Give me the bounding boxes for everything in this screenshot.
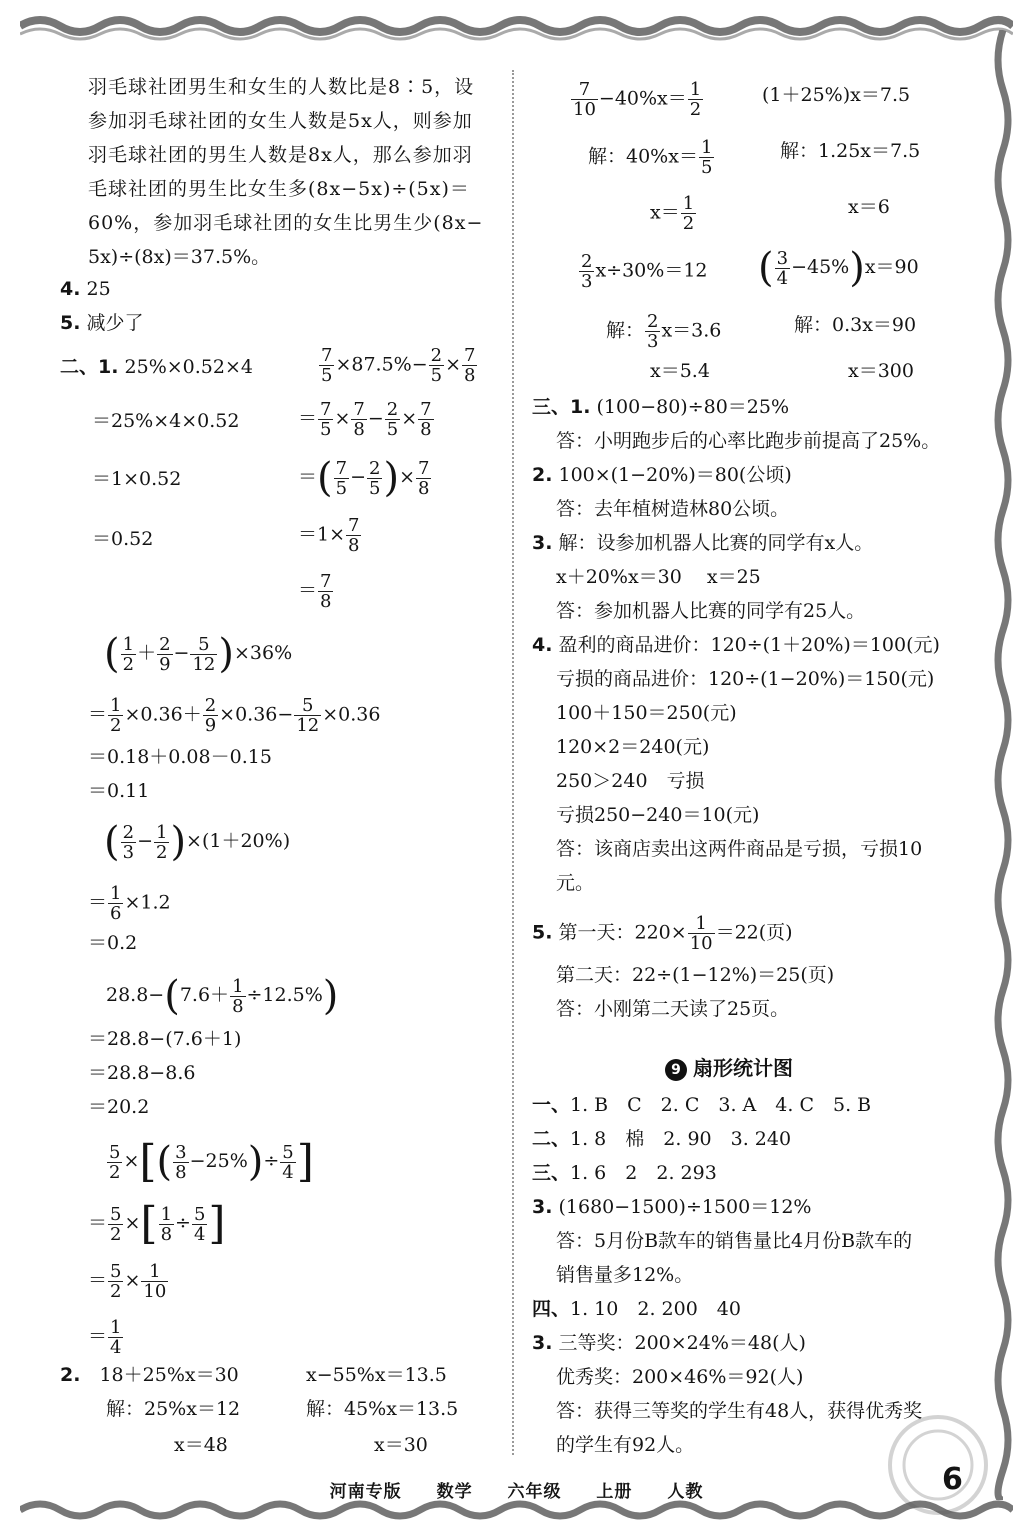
equation-step: x＝6 xyxy=(848,196,890,218)
question-number: 2. xyxy=(532,464,553,486)
equation: (1＋25%)x＝7.5 xyxy=(762,84,911,106)
top-wavy-border xyxy=(20,6,1013,46)
answer-text: 的学生有92人。 xyxy=(556,1434,695,1456)
answer: 减少了 xyxy=(86,312,144,334)
footer-volume: 上册 xyxy=(596,1482,633,1502)
answer-text: 答：小刚第二天读了25页。 xyxy=(556,998,790,1020)
equation-step: x＝ $\frac{1}{2}$ xyxy=(650,193,695,234)
answer: 25 xyxy=(86,278,111,300)
text-line: 60%，参加羽毛球社团的女生比男生少(8x− xyxy=(88,212,484,234)
answer-text: 销售量多12%。 xyxy=(556,1264,694,1286)
expression-step: ＝ $\frac{7}{5}$ × $\frac{7}{8}$ − $\frac{2}{5}$ × $\frac{7}{8}$ xyxy=(298,399,432,440)
expression-step: ＝28.8−8.6 xyxy=(88,1062,196,1084)
expression: 28.8−(7.6＋ $\frac{1}{8}$ ÷12.5%) xyxy=(106,973,339,1019)
expression: ( $\frac{1}{2}$ ＋ $\frac{2}{9}$ − $\frac{5}{12}$ )×36% xyxy=(104,631,293,677)
answer-text: 答：小明跑步后的心率比跑步前提高了25%。 xyxy=(556,430,941,452)
question-number: 5. xyxy=(60,312,81,334)
equation-step: 解：45%x＝13.5 xyxy=(306,1398,459,1420)
equation: $\frac{7}{10}$ −40%x＝ $\frac{1}{2}$ xyxy=(573,79,702,120)
answer-text: 元。 xyxy=(556,872,595,894)
footer-publisher: 人教 xyxy=(667,1482,704,1502)
section-number-badge: 9 xyxy=(665,1059,687,1081)
expression-step: ＝ $\frac{5}{2}$ × $\frac{1}{10}$ xyxy=(88,1261,167,1302)
calculation: 100×(1−20%)＝80(公顷) xyxy=(558,464,792,486)
fraction: $\frac{7}{8}$ xyxy=(464,345,476,386)
expression-step: ＝0.11 xyxy=(88,780,150,802)
calculation: (1680−1500)÷1500＝12% xyxy=(558,1196,812,1218)
page-number: 6 xyxy=(942,1462,963,1497)
calculation: 250＞240 亏损 xyxy=(556,770,705,792)
equation-step: 解： $\frac{2}{3}$ x＝3.6 xyxy=(606,311,722,352)
answer-text: 答：获得三等奖的学生有48人，获得优秀奖 xyxy=(556,1400,923,1422)
calculation: 亏损的商品进价：120÷(1−20%)＝150(元) xyxy=(556,668,935,690)
expression-step: ＝ $\frac{7}{8}$ xyxy=(298,571,332,612)
question-number: 2. xyxy=(60,1364,81,1386)
calculation: 100＋150＝250(元) xyxy=(556,702,737,724)
expression: $\frac{7}{5}$ ×87.5%− $\frac{2}{5}$ × $\frac{7}{8}$ xyxy=(321,345,476,386)
section-label: 二、 xyxy=(60,356,99,378)
equation: 18＋25%x＝30 xyxy=(99,1364,239,1386)
equation: $\frac{2}{3}$ x÷30%＝12 xyxy=(581,251,708,292)
section-label: 二、 xyxy=(532,1128,571,1150)
expression-step: ＝25%×4×0.52 xyxy=(92,410,240,432)
expression-step: ＝1×0.52 xyxy=(92,468,182,490)
equation-step: 解：1.25x＝7.5 xyxy=(780,140,921,162)
calculation: 5. 第一天：220× $\frac{1}{10}$ ＝22(页) xyxy=(532,913,793,954)
expression-step: ＝0.2 xyxy=(88,932,138,954)
expression: ( $\frac{2}{3}$ − $\frac{1}{2}$ )×(1＋20%) xyxy=(104,819,291,865)
answer-text: 答：参加机器人比赛的同学有25人。 xyxy=(556,600,866,622)
answers: 1. B C 2. C 3. A 4. C 5. B xyxy=(570,1094,872,1116)
expression-step: ＝ $\frac{5}{2}$ ×[ $\frac{1}{8}$ ÷ $\frac{5}{4}$ ] xyxy=(88,1198,226,1249)
expression-step: ＝ $\frac{1}{4}$ xyxy=(88,1317,122,1358)
expression-step: ＝1× $\frac{7}{8}$ xyxy=(298,515,360,556)
footer-edition: 河南专版 xyxy=(329,1482,402,1502)
calculation: 第二天：22÷(1−12%)＝25(页) xyxy=(556,964,835,986)
expression-step: ＝ $\frac{1}{2}$ ×0.36＋ $\frac{2}{9}$ ×0.36− $\frac{5}{12}$ ×0.36 xyxy=(88,695,381,736)
question-number: 1. xyxy=(570,396,591,418)
text-line: 羽毛球社团的男生人数是8x人，那么参加羽 xyxy=(88,144,473,166)
answer-text: 答：5月份B款车的销售量比4月份B款车的 xyxy=(556,1230,913,1252)
question-number: 4. xyxy=(532,634,553,656)
calculation: 三等奖：200×24%＝48(人) xyxy=(558,1332,806,1354)
expression: $\frac{5}{2}$ ×[( $\frac{3}{8}$ −25%)÷ $\frac{5}{4}$ ] xyxy=(109,1136,314,1187)
calculation: (100−80)÷80＝25% xyxy=(596,396,790,418)
question-number: 3. xyxy=(532,1332,553,1354)
text-line: 羽毛球社团男生和女生的人数比是8∶5，设 xyxy=(88,76,475,98)
answers: 1. 8 棉 2. 90 3. 240 xyxy=(570,1128,792,1150)
question-number: 3. xyxy=(532,1196,553,1218)
section-title: 扇形统计图 xyxy=(693,1056,793,1080)
fraction: $\frac{7}{5}$ xyxy=(321,345,333,386)
section-label: 三、 xyxy=(532,396,571,418)
expression-step: ＝( $\frac{7}{5}$ − $\frac{2}{5}$ )× $\frac{7}{8}$ xyxy=(298,455,430,501)
answer-text: 答：去年植树造林80公顷。 xyxy=(556,498,790,520)
answers: 1. 6 2 2. 293 xyxy=(570,1162,717,1184)
calculation: 亏损250−240＝10(元) xyxy=(556,804,760,826)
section-heading xyxy=(665,1052,793,1081)
expression: 25%×0.52×4 xyxy=(124,356,253,378)
equation-step: x＝30 xyxy=(374,1434,428,1456)
footer-grade: 六年级 xyxy=(507,1482,562,1502)
section-label: 一、 xyxy=(532,1094,571,1116)
equation-step: x＝5.4 xyxy=(650,360,710,382)
expression-step: ＝ $\frac{1}{6}$ ×1.2 xyxy=(88,883,171,924)
text-line: 毛球社团的男生比女生多(8x−5x)÷(5x)＝ xyxy=(88,178,470,200)
footer-subject: 数学 xyxy=(436,1482,473,1502)
expression-step: ＝20.2 xyxy=(88,1096,150,1118)
text-line: 5x)÷(8x)＝37.5%。 xyxy=(88,246,271,268)
text-line: 参加羽毛球社团的女生人数是5x人，则参加 xyxy=(88,110,473,132)
right-wavy-border xyxy=(988,30,1018,1500)
equation: x−55%x＝13.5 xyxy=(306,1364,447,1386)
section-label: 四、 xyxy=(532,1298,571,1320)
equation-step: x＝48 xyxy=(174,1434,228,1456)
expression-step: ＝0.18＋0.08－0.15 xyxy=(88,746,272,768)
calculation: 解：设参加机器人比赛的同学有x人。 xyxy=(558,532,874,554)
equation-step: 解：40%x＝ $\frac{1}{5}$ xyxy=(588,137,713,178)
question-number: 3. xyxy=(532,532,553,554)
column-divider xyxy=(512,70,514,1455)
answers: 1. 10 2. 200 40 xyxy=(570,1298,741,1320)
page-footer xyxy=(0,1477,1033,1502)
calculation: 盈利的商品进价：120÷(1＋20%)＝100(元) xyxy=(558,634,940,656)
expression-step: ＝0.52 xyxy=(92,528,154,550)
fraction: $\frac{2}{5}$ xyxy=(430,345,443,386)
calculation: x＋20%x＝30 x＝25 xyxy=(556,566,761,588)
question-number: 1. xyxy=(98,356,119,378)
expression-step: ＝28.8−(7.6＋1) xyxy=(88,1028,242,1050)
equation-step: x＝300 xyxy=(848,360,914,382)
equation-step: 解：0.3x＝90 xyxy=(794,314,917,336)
equation-step: 解：25%x＝12 xyxy=(106,1398,241,1420)
equation: ( $\frac{3}{4}$ −45%)x＝90 xyxy=(758,245,919,291)
question-number: 4. xyxy=(60,278,81,300)
calculation: 120×2＝240(元) xyxy=(556,736,710,758)
watermark-logo xyxy=(878,1410,998,1520)
section-label: 三、 xyxy=(532,1162,571,1184)
answer-text: 答：该商店卖出这两件商品是亏损，亏损10 xyxy=(556,838,923,860)
calculation: 优秀奖：200×46%＝92(人) xyxy=(556,1366,804,1388)
